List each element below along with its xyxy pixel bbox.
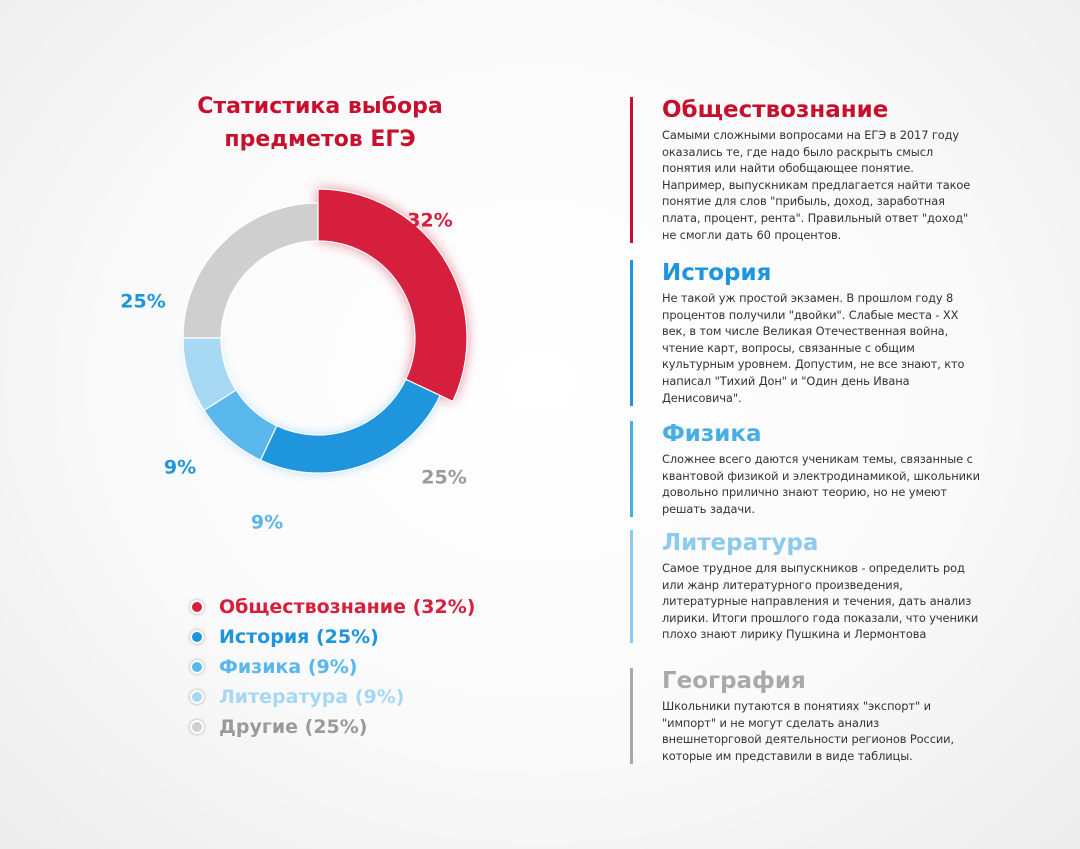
legend-label: Литература (9%) — [219, 686, 405, 708]
legend-label: Другие (25%) — [219, 716, 368, 738]
data-label-social-studies: 32% — [407, 209, 453, 232]
subject-title: Физика — [662, 421, 762, 447]
subject-block-social-studies — [630, 97, 1042, 243]
data-label-physics: 9% — [163, 456, 197, 479]
legend-dot-icon — [190, 600, 204, 614]
subject-text: Сложнее всего даются ученикам темы, связанные с квантовой физикой и электродинамикой, школьники довольно прилично знают теорию, но не умеют решать задачи. — [662, 452, 980, 516]
legend-dot-icon — [190, 720, 204, 734]
subject-accent-bar — [630, 97, 633, 243]
data-label-history: 25% — [120, 290, 166, 313]
legend-item-literature — [190, 682, 475, 712]
subject-block-physics — [630, 421, 1042, 517]
subject-text: Не такой уж простой экзамен. В прошлом году 8 процентов получили "двойки". Слабые места - XX век, в том числе Великая Отечественная война, чтение карт, вопросы, связанные с общим культурным уровнем. Допустим, не все знают, кто написал "Тихий Дон" и "Один день Ивана Денисовича". — [662, 291, 965, 405]
subject-accent-bar — [630, 421, 633, 517]
donut-slice-other — [183, 203, 318, 338]
data-label-other: 25% — [421, 466, 467, 489]
chart-title-line-1: Статистика выбора — [197, 94, 443, 119]
legend-item-physics — [190, 652, 475, 682]
subject-text: Самыми сложными вопросами на ЕГЭ в 2017 году оказались те, где надо было раскрыть смысл понятия или найти обобщающее понятие. Например, выпускникам предлагается найти такое понятие для слов "прибыль, доход, заработная плата, процент, рента". Правильный ответ "доход" не смогли дать 60 процентов. — [662, 128, 971, 242]
chart-title — [150, 90, 490, 156]
data-label-literature: 9% — [250, 511, 284, 534]
chart-legend — [190, 592, 475, 742]
subject-text: Школьники путаются в понятиях "экспорт" и "импорт" и не могут сделать анализ внешнеторговой деятельности регионов России, которые им представили в виде таблицы. — [662, 699, 954, 763]
subject-accent-bar — [630, 668, 633, 764]
subject-title: Литература — [662, 530, 819, 556]
donut-chart — [90, 180, 550, 550]
chart-title-line-2: предметов ЕГЭ — [224, 127, 416, 152]
subject-title: Обществознание — [662, 97, 889, 123]
subject-block-geography — [630, 668, 1042, 764]
legend-label: Физика (9%) — [219, 656, 358, 678]
legend-label: Обществознание (32%) — [219, 596, 476, 618]
legend-item-history — [190, 622, 475, 652]
legend-item-other — [190, 712, 475, 742]
subject-accent-bar — [630, 530, 633, 643]
legend-dot-icon — [190, 630, 204, 644]
legend-dot-icon — [190, 690, 204, 704]
legend-dot-icon — [190, 660, 204, 674]
subject-text: Самое трудное для выпускников - определить род или жанр литературного произведения, литературные направления и течения, дать анализ лирики. Итоги прошлого года показали, что ученики плохо знают лирику Пушкина и Лермонтова — [662, 561, 979, 642]
subject-block-literature — [630, 530, 1042, 643]
donut-slice-history — [261, 379, 441, 473]
legend-item-social-studies — [190, 592, 475, 622]
subject-title: География — [662, 668, 806, 694]
subject-accent-bar — [630, 260, 633, 406]
subject-block-history — [630, 260, 1042, 406]
legend-label: История (25%) — [219, 626, 379, 648]
subject-title: История — [662, 260, 772, 286]
